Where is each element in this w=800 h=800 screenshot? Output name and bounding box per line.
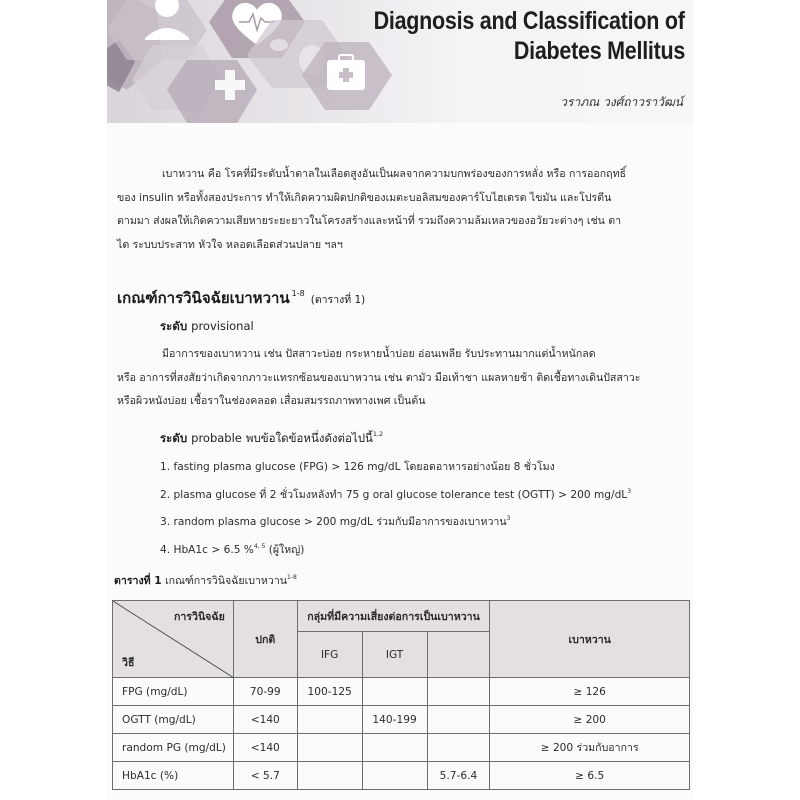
provisional-line: มีอาการของเบาหวาน เช่น ปัสสาวะบ่อย กระหายน้ำบ่อย อ่อนเพลีย รับประทานมากแต่น้ำหนักลด xyxy=(162,348,596,360)
table-reference: (ตารางที่ 1) xyxy=(310,294,366,306)
criteria-item-citation: 3 xyxy=(506,515,511,523)
provisional-line: หรือผิวหนังบ่อย เชื้อราในช่องคลอด เสื่อมสมรรถภาพทางเพศ เป็นต้น xyxy=(117,395,426,407)
table-row xyxy=(113,734,690,762)
criteria-item-text: 4. HbA1c > 6.5 % xyxy=(160,543,254,556)
section-heading-text: เกณฑ์การวินิจฉัยเบาหวาน xyxy=(117,289,290,307)
diagonal-header-cell xyxy=(113,601,234,678)
table-caption-label: ตารางที่ 1 xyxy=(114,575,162,587)
chapter-title-line2: Diabetes Mellitus xyxy=(513,37,685,65)
cell-method: HbA1c (%) xyxy=(113,762,234,790)
header-diagnosis: การวินิจฉัย xyxy=(173,611,225,623)
cell-normal: <140 xyxy=(233,706,297,734)
diagnosis-criteria-table xyxy=(112,600,690,790)
cell-normal: 70-99 xyxy=(233,678,297,706)
criteria-item-note: (ผู้ใหญ่) xyxy=(265,543,305,556)
table-caption xyxy=(114,572,297,589)
header-normal: ปกติ xyxy=(233,601,297,678)
provisional-label-en: provisional xyxy=(191,319,254,333)
cell-risk-other xyxy=(427,706,490,734)
cell-igt: 140-199 xyxy=(362,706,427,734)
cell-igt xyxy=(362,678,427,706)
criteria-item-text: 1. fasting plasma glucose (FPG) > 126 mg/dL โดยอดอาหารอย่างน้อย 8 ชั่วโมง xyxy=(160,461,555,473)
section-heading xyxy=(117,286,365,310)
header-ifg: IFG xyxy=(297,632,362,678)
cell-ifg xyxy=(297,762,362,790)
chapter-banner xyxy=(107,0,693,123)
cell-ifg xyxy=(297,706,362,734)
cell-risk-other xyxy=(427,734,490,762)
table-row xyxy=(113,678,690,706)
provisional-paragraph xyxy=(117,343,687,414)
header-method: วิธี xyxy=(122,657,135,669)
table-caption-text: เกณฑ์การวินิจฉัยเบาหวาน xyxy=(165,575,288,587)
cell-igt xyxy=(362,734,427,762)
cell-diabetes: ≥ 200 ร่วมกับอาการ xyxy=(490,734,690,762)
cell-risk-other: 5.7-6.4 xyxy=(427,762,490,790)
criteria-item xyxy=(160,456,631,480)
criteria-item xyxy=(160,535,631,563)
cell-ifg xyxy=(297,734,362,762)
table-row xyxy=(113,762,690,790)
cell-method: random PG (mg/dL) xyxy=(113,734,234,762)
criteria-item-citation: 4, 5 xyxy=(253,542,266,550)
cell-diabetes: ≥ 126 xyxy=(490,678,690,706)
probable-label-th: ระดับ xyxy=(160,431,188,445)
table-row xyxy=(113,706,690,734)
table-caption-citation: 1-8 xyxy=(287,574,297,581)
cell-ifg: 100-125 xyxy=(297,678,362,706)
intro-line: เบาหวาน คือ โรคที่มีระดับน้ำตาลในเลือดสูงอันเป็นผลจากความบกพร่องของการหลั่ง หรือ การออกฤทธิ์ xyxy=(162,168,627,180)
cell-risk-other xyxy=(427,678,490,706)
provisional-label-th: ระดับ xyxy=(160,319,188,333)
header-igt: IGT xyxy=(362,632,427,678)
header-risk-other xyxy=(427,632,490,678)
criteria-item-text: 2. plasma glucose ที่ 2 ชั่วโมงหลังทำ 75 g oral glucose tolerance test (OGTT) > 200 mg/dL xyxy=(160,488,628,501)
criteria-item xyxy=(160,480,631,508)
criteria-item xyxy=(160,507,631,535)
header-diabetes: เบาหวาน xyxy=(490,601,690,678)
author-name: วราภณ วงศ์ถาวราวัฒน์ xyxy=(560,95,683,109)
intro-line: ของ insulin หรือทั้งสองประการ ทำให้เกิดความผิดปกติของเมตะบอลิสมของคาร์โบไฮเดรต ไขมัน และโปรตีน xyxy=(117,191,612,204)
chapter-title-line1: Diagnosis and Classification of xyxy=(374,7,685,35)
cell-normal: <140 xyxy=(233,734,297,762)
probable-subheading xyxy=(160,430,383,448)
cell-igt xyxy=(362,762,427,790)
provisional-line: หรือ อาการที่สงสัยว่าเกิดจากภาวะแทรกซ้อนของเบาหวาน เช่น ตามัว มือเท้าชา แผลหายช้า ติดเชื้อทางเดินปัสสาวะ xyxy=(117,371,641,384)
header-risk-group: กลุ่มที่มีความเสี่ยงต่อการเป็นเบาหวาน xyxy=(297,601,490,632)
criteria-item-text: 3. random plasma glucose > 200 mg/dL ร่วมกับมีอาการของเบาหวาน xyxy=(160,516,507,529)
intro-line: ไต ระบบประสาท หัวใจ หลอดเลือดส่วนปลาย ฯลฯ xyxy=(117,238,343,251)
cell-diabetes: ≥ 200 xyxy=(490,706,690,734)
cell-method: OGTT (mg/dL) xyxy=(113,706,234,734)
criteria-item-citation: 3 xyxy=(627,487,632,495)
cell-method: FPG (mg/dL) xyxy=(113,678,234,706)
provisional-subheading xyxy=(160,318,254,336)
cell-normal: < 5.7 xyxy=(233,762,297,790)
intro-paragraph xyxy=(117,163,687,257)
cell-diabetes: ≥ 6.5 xyxy=(490,762,690,790)
probable-label-en: probable xyxy=(191,431,242,445)
section-heading-citation: 1-8 xyxy=(291,289,305,298)
probable-citation: 1,2 xyxy=(372,430,384,438)
probable-criteria-list xyxy=(160,456,631,562)
intro-line: ตามมา ส่งผลให้เกิดความเสียหายระยะยาวในโครงสร้างและหน้าที่ รวมถึงความล้มเหลวของอวัยวะต่างๆ เช่น ตา xyxy=(117,215,622,227)
probable-label-rest: พบข้อใดข้อหนึ่งดังต่อไปนี้ xyxy=(245,431,373,445)
